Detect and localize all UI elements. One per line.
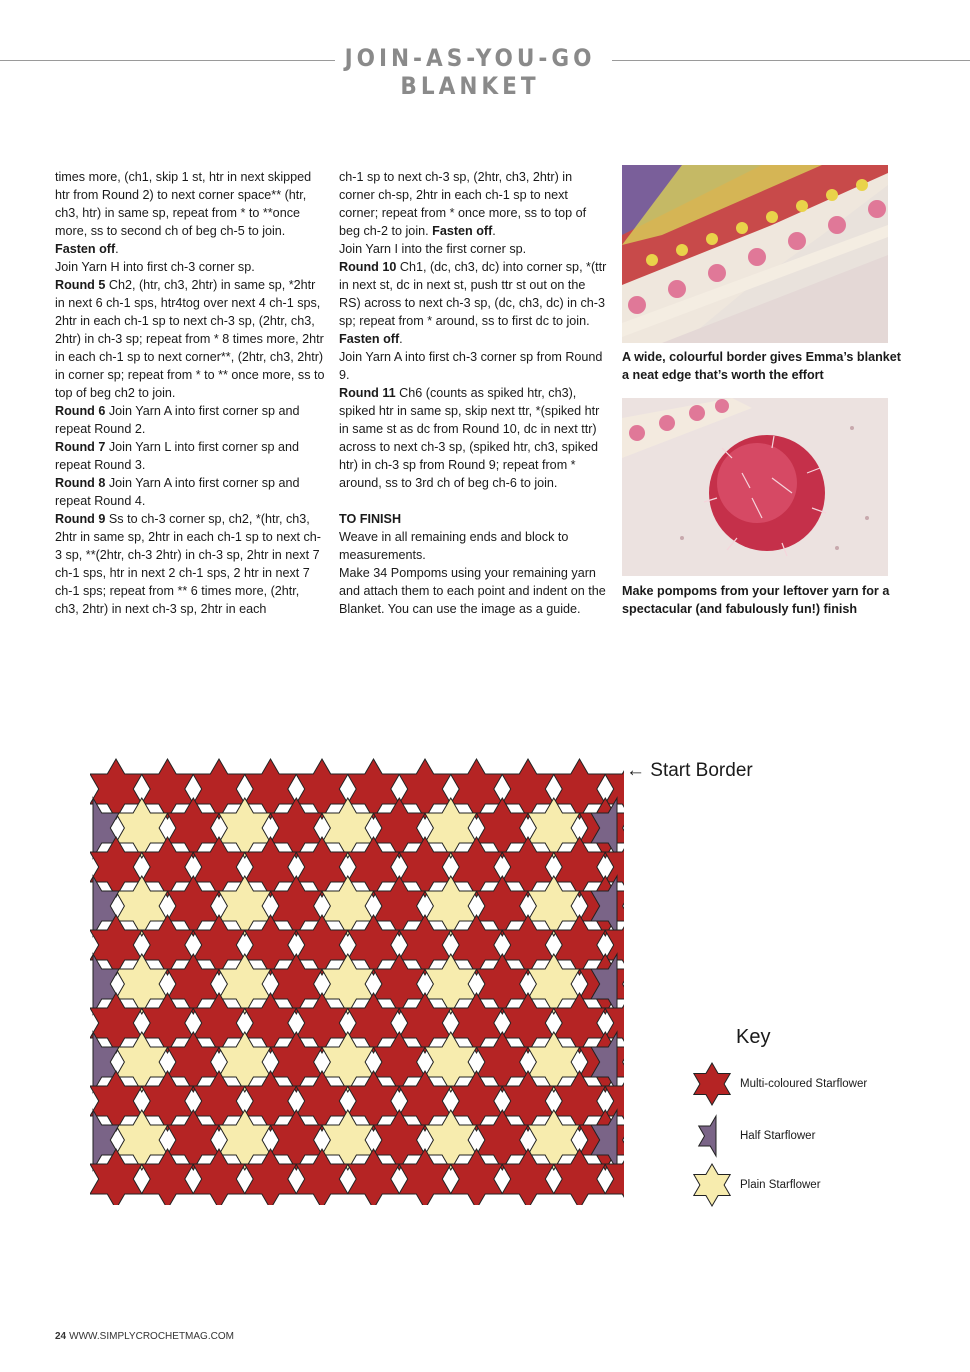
paragraph — [339, 564, 609, 618]
key-item-half — [688, 1114, 815, 1158]
website-url: WWW.SIMPLYCROCHETMAG.COM — [69, 1331, 234, 1342]
bold-text: Round 10 — [339, 260, 397, 274]
paragraph — [55, 168, 325, 258]
key-half-star — [699, 1116, 716, 1156]
header-rule-right — [612, 60, 970, 61]
pattern-text-column-1 — [55, 168, 325, 618]
text: ch-1 sp to next ch-3 sp, (2htr, ch3, 2htr) in corner ch-sp, 2htr in each ch-1 sp to next corner; repeat from * once more, ss to top of beg ch-2 to join. — [339, 170, 587, 238]
pattern-text-column-2 — [339, 168, 609, 618]
border-photo-caption: A wide, colourful border gives Emma’s blanket a neat edge that’s worth the effort — [622, 350, 901, 382]
paragraph — [339, 258, 609, 348]
key-item-plain — [688, 1163, 821, 1207]
text: Join Yarn A into first corner sp and repeat Round 2. — [55, 404, 300, 436]
text: Join Yarn I into the first corner sp. — [339, 242, 527, 256]
border-photo-image — [622, 165, 888, 343]
key-plain-label: Plain Starflower — [740, 1179, 821, 1191]
text: . — [399, 332, 403, 346]
bold-text: Fasten off — [432, 224, 493, 238]
text: Join Yarn H into first ch-3 corner sp. — [55, 260, 255, 274]
text: Join Yarn L into first corner sp and repeat Round 3. — [55, 440, 300, 472]
text: Ch6 (counts as spiked htr, ch3), spiked htr in same sp, skip next ttr, *(spiked htr in same st as dc from Round 10, dc in next ttr) across to next ch-3 sp, (spiked htr, ch3, spiked htr) in ch-3 sp from Round 9; repeat from * around, ss to 3rd ch of beg ch-6 to join. — [339, 386, 600, 490]
text: Make 34 Pompoms using your remaining yarn and attach them to each point and indent on the Blanket. You can use the image as a guide. — [339, 566, 606, 616]
text: Weave in all remaining ends and block to measurements. — [339, 530, 569, 562]
border-photo — [622, 165, 888, 343]
paragraph — [339, 348, 609, 384]
paragraph — [339, 240, 609, 258]
key-yellow-star — [694, 1164, 730, 1206]
key-half-label: Half Starflower — [740, 1130, 816, 1142]
paragraph — [339, 384, 609, 492]
bold-text: Fasten off — [55, 242, 116, 256]
yellow-star-icon — [688, 1163, 736, 1207]
paragraph — [339, 168, 609, 240]
pompom-photo-image — [622, 398, 888, 576]
bold-text: Round 8 — [55, 476, 106, 490]
key-title: Key — [736, 1026, 771, 1048]
pompom-photo — [622, 398, 888, 576]
paragraph — [55, 258, 325, 276]
text: . — [115, 242, 119, 256]
bold-text: Round 5 — [55, 278, 106, 292]
paragraph — [55, 474, 325, 510]
text: Ch2, (htr, ch3, 2htr) in same sp, *2htr in next 6 ch-1 sps, htr4tog over next 4 ch-1 sps, 2htr in each ch-1 sp to next ch-3 sp, (2htr, ch3, 2htr) in ch-3 sp; repeat from * 8 times more, 2htr in each ch-1 sp to next corner**, (2htr, ch3, 2htr) in corner sp; repeat from * to ** once more, ss to top of beg ch2 to join. — [55, 278, 325, 400]
key-red-star — [694, 1063, 730, 1105]
red-star-icon — [688, 1062, 736, 1106]
bold-text: TO FINISH — [339, 512, 402, 526]
page-title: JOIN-AS-YOU-GO BLANKET — [344, 44, 596, 100]
text: Join Yarn A into first corner sp and repeat Round 4. — [55, 476, 300, 508]
half-star-icon — [688, 1114, 736, 1158]
start-border-text: Start Border — [650, 760, 753, 781]
header-rule-left — [0, 60, 335, 61]
page-number: 24 — [55, 1331, 67, 1342]
text: Ch1, (dc, ch3, dc) into corner sp, *(ttr in next st, dc in next st, push ttr st out on the RS) across to next ch-3 sp, (dc, ch3, dc) in ch-3 sp; repeat from * around, ss to first dc to join. — [339, 260, 607, 328]
paragraph — [339, 510, 609, 528]
key-item-multi — [688, 1062, 867, 1106]
paragraph — [55, 438, 325, 474]
paragraph — [339, 528, 609, 564]
paragraph — [55, 510, 325, 618]
blanket-layout-diagram — [90, 755, 624, 1205]
text: . — [492, 224, 496, 238]
key-multi-label: Multi-coloured Starflower — [740, 1078, 868, 1090]
start-border-label — [626, 760, 753, 782]
paragraph — [55, 402, 325, 438]
bold-text: Fasten off — [339, 332, 400, 346]
paragraph — [55, 276, 325, 402]
pompom-photo-caption: Make pompoms from your leftover yarn for a spectacular (and fabulously fun!) finish — [622, 584, 890, 616]
bold-text: Round 7 — [55, 440, 106, 454]
text: Join Yarn A into first ch-3 corner sp from Round 9. — [339, 350, 603, 382]
text: times more, (ch1, skip 1 st, htr in next skipped htr from Round 2) to next corner space** (htr, ch3, htr) in same sp, repeat from * to **once more, ss to second ch of beg ch-5 to join. — [55, 170, 312, 238]
page-footer — [55, 1331, 234, 1342]
bold-text: Round 11 — [339, 386, 396, 400]
bold-text: Round 6 — [55, 404, 106, 418]
bold-text: Round 9 — [55, 512, 106, 526]
text: Ss to ch-3 corner sp, ch2, *(htr, ch3, 2htr in same sp, 2htr in each ch-1 sp to next ch-3 sp, **(2htr, ch-3 2htr) in ch-3 sp, 2htr in next 7 ch-1 sps, htr in next 2 ch-1 sps, 2 htr in next 7 ch-1 sps; repeat from ** 6 times more, (2htr, ch3, 2htr) in next ch-3 sp, 2htr in each — [55, 512, 321, 616]
left-arrow-icon: ← — [626, 760, 645, 781]
